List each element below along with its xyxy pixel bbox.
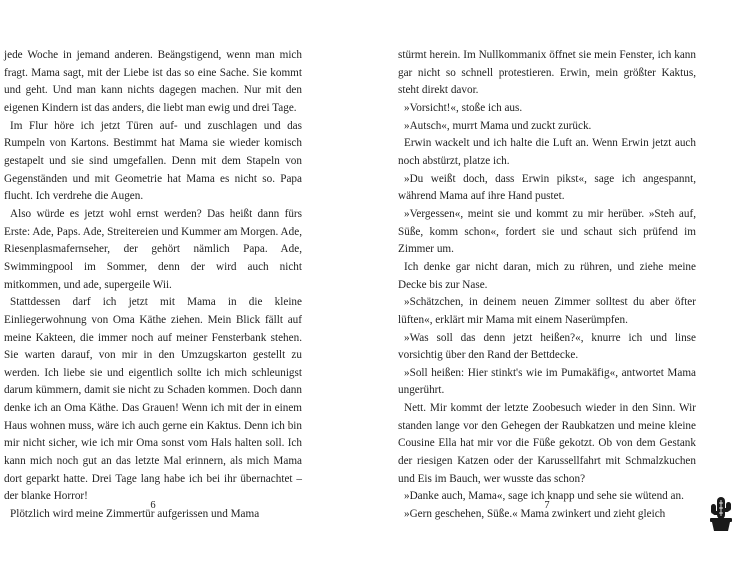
paragraph: »Was soll das denn jetzt heißen?«, knurre ich und linse vorsichtig über den Rand der Bettdecke. xyxy=(398,331,696,362)
paragraph: Nett. Mir kommt der letzte Zoobesuch wieder in den Sinn. Wir standen lange vor den Gehegen der Raubkatzen und meine kleine Cousine Ella hat mir vor die Füße gekotzt. Ob von dem Gestank der riesigen Katzen oder der Karussellfahrt mit Schmalzkuchen und Eis im Bauch, wer wusste das schon? xyxy=(398,402,696,485)
right-page xyxy=(398,47,696,524)
paragraph: Im Flur höre ich jetzt Türen auf- und zuschlagen und das Rumpeln von Kartons. Bestimmt hat Mama sie wieder komisch gestapelt und sie sind umgefallen. Denn mit dem Stapeln von Gegenständen und mit Geometrie hat Mama es nicht so. Papa flucht. Ich verdrehe die Augen. xyxy=(4,119,302,203)
paragraph: Erwin wackelt und ich halte die Luft an. Wenn Erwin jetzt auch noch abstürzt, platze ich. xyxy=(398,137,696,167)
paragraph: jede Woche in jemand anderen. Beängstigend, wenn man mich fragt. Mama sagt, mit der Liebe ist das so eine Sache. Sie kommt und geht. Und man kann nichts dagegen machen. Nur mit den eigenen Kindern ist das anders, die liebt man ewig und drei Tage. xyxy=(4,49,302,114)
paragraph: »Autsch«, murrt Mama und zuckt zurück. xyxy=(404,119,592,132)
paragraph: »Vergessen«, meint sie und kommt zu mir herüber. »Steh auf, Süße, komm schon«, fordert sie und schaut sich prüfend im Zimmer um. xyxy=(398,207,696,256)
left-page xyxy=(4,47,302,524)
paragraph: Stattdessen darf ich jetzt mit Mama in die kleine Einliegerwohnung von Oma Käthe ziehen. Mein Blick fällt auf meine Kakteen, die immer noch auf meiner Fensterbank stehen. Sie warten darauf, von mir in den Umzugskarton gestellt zu werden. Ich liebe sie und eigentlich sollte ich mich schleunigst darum kümmern, damit sie nicht zu Schaden kommen. Doch dann denke ich an Oma Käthe. Das Grauen! Wenn ich mit der in einem Haus wohnen muss, wäre ich auch gerne ein Kaktus. Denn ich bin mir nicht sicher, wie ich mir Oma sonst vom Hals halten soll. Ich kann mich noch gut an das letzte Mal erinnern, als mich Mama dort geparkt hatte. Drei Tage lang habe ich bei ihr übernachtet – der blanke Horror! xyxy=(4,296,302,503)
paragraph: »Schätzchen, in deinem neuen Zimmer solltest du aber öfter lüften«, erklärt mir Mama mit einem Naserümpfen. xyxy=(398,296,696,326)
page-number-right: 7 xyxy=(544,500,550,511)
paragraph: Also würde es jetzt wohl ernst werden? Das heißt dann fürs Erste: Ade, Paps. Ade, Streitereien und Kummer am Morgen. Ade, Riesenplasmafernseher, der gehört nämlich Papa. Ade, Swimmingpool im Sommer, denn der wird auch nicht mitkommen, und ade, supergeile Wii. xyxy=(4,207,302,291)
paragraph: »Vorsicht!«, stoße ich aus. xyxy=(404,101,523,114)
paragraph: »Danke auch, Mama«, sage ich knapp und sehe sie wütend an. xyxy=(404,490,684,503)
cactus-pot-icon xyxy=(708,494,734,532)
paragraph: »Du weißt doch, dass Erwin pikst«, sage ich angespannt, während Mama auf ihre Hand pustet. xyxy=(398,172,696,203)
paragraph: »Soll heißen: Hier stinkt's wie im Pumakäfig«, antwortet Mama ungerührt. xyxy=(398,366,696,397)
paragraph: Ich denke gar nicht daran, mich zu rühren, und ziehe meine Decke bis zur Nase. xyxy=(398,260,696,291)
paragraph: »Gern geschehen, Süße.« Mama zwinkert und zieht gleich xyxy=(404,508,666,521)
paragraph: stürmt herein. Im Nullkommanix öffnet sie mein Fenster, ich kann gar nicht so schnell protestieren. Erwin, mein größter Kaktus, steht direkt davor. xyxy=(398,49,696,97)
paragraph: Plötzlich wird meine Zimmertür aufgerissen und Mama xyxy=(10,508,260,521)
page-number-left: 6 xyxy=(150,500,156,511)
